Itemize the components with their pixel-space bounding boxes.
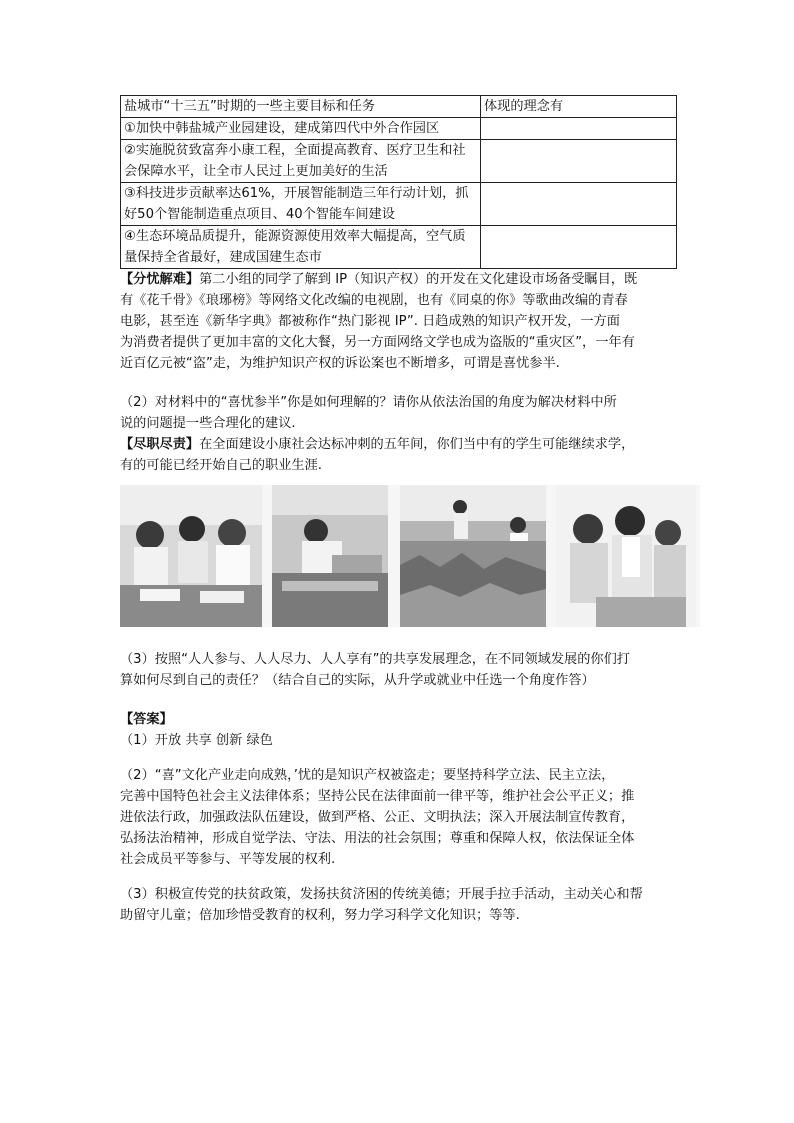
table-header-goals: 盐城市“十三五”时期的一些主要目标和任务 <box>121 96 481 118</box>
table-cell-answer-blank <box>481 183 677 226</box>
section-worry-line-2: 有《花千骨》《琅琊榜》等网络文化改编的电视剧，也有《同桌的你》等歌曲改编的青春 <box>120 293 628 308</box>
table-cell-goal: ①加快中韩盐城产业园建设，建成第四代中外合作园区 <box>121 118 481 140</box>
answer-heading: 【答案】 <box>120 712 173 727</box>
section-duty-heading: 【尽职尽责】 <box>120 437 200 452</box>
question-2 <box>120 392 676 434</box>
question-3 <box>120 649 676 691</box>
goals-table <box>120 95 677 269</box>
answer-2-line-1: （2）“喜”文化产业走向成熟，’忧的是知识产权被盗走；要坚持科学立法、民主立法， <box>120 768 615 783</box>
table-cell-goal: ④生态环境品质提升，能源资源使用效率大幅提高，空气质量保持全省最好，建成国建生态市 <box>121 226 481 269</box>
worker-at-bench-photo <box>272 485 388 627</box>
document-page <box>120 95 676 926</box>
table-row <box>121 226 677 269</box>
section-duty <box>120 434 676 476</box>
question-3-line-2: 算如何尽到自己的责任？（结合自己的实际，从升学或就业中任选一个角度作答） <box>120 673 595 688</box>
section-worry-line-1: 【分忧解难】第二小组的同学了解到 IP（知识产权）的开发在文化建设市场备受瞩目，既 <box>120 272 638 287</box>
table-row <box>121 140 677 183</box>
table-cell-goal: ②实施脱贫致富奔小康工程，全面提高教育、医疗卫生和社会保障水平，让全市人民过上更加美好的生活 <box>121 140 481 183</box>
table-cell-answer-blank <box>481 118 677 140</box>
table-header-row <box>121 96 677 118</box>
table-cell-goal: ③科技进步贡献率达61%，开展智能制造三年行动计划，抓好50个智能制造重点项目、40个智能车间建设 <box>121 183 481 226</box>
section-duty-line-1: 【尽职尽责】在全面建设小康社会达标冲刺的五年间，你们当中有的学生可能继续求学， <box>120 437 635 452</box>
question-2-line-1: （2）对材料中的“喜忧参半”你是如何理解的？请你从依法治国的角度为解决材料中所 <box>120 395 617 410</box>
section-worry-line-5: 近百亿元被“盗”走，为维护知识产权的诉讼案也不断增多，可谓是喜忧参半. <box>120 356 560 371</box>
answer-2-line-3: 进依法行政，加强政法队伍建设，做到严格、公正、文明执法；深入开展法制宣传教育， <box>120 810 635 825</box>
table-cell-answer-blank <box>481 226 677 269</box>
career-photo-strip <box>120 485 700 627</box>
answer-2-line-2: 完善中国特色社会主义法律体系；坚持公民在法律面前一律平等，维护社会公平正义；推 <box>120 789 635 804</box>
table-cell-answer-blank <box>481 140 677 183</box>
question-2-line-2: 说的问题提一些合理化的建议. <box>120 416 296 431</box>
office-colleagues-photo <box>556 485 696 627</box>
answer-2-line-4: 弘扬法治精神，形成自觉学法、守法、用法的社会氛围；尊重和保障人权，依法保证全体 <box>120 831 635 846</box>
answer-3-line-2: 助留守儿童；倍加珍惜受教育的权利，努力学习科学文化知识；等等. <box>120 908 520 923</box>
farmers-in-field-photo <box>400 485 546 627</box>
answer-section <box>120 709 676 926</box>
question-3-line-1: （3）按照“人人参与、人人尽力、人人享有”的共享发展理念，在不同领域发展的你们打 <box>120 652 630 667</box>
answer-1: （1）开放 共享 创新 绿色 <box>120 733 273 748</box>
section-worry-line-3: 电影，甚至连《新华字典》都被称作“热门影视 IP”. 日趋成熟的知识产权开发，一方面 <box>120 314 620 329</box>
students-studying-photo <box>120 485 262 627</box>
answer-3-line-1: （3）积极宣传党的扶贫政策，发扬扶贫济困的传统美德；开展手拉手活动，主动关心和帮 <box>120 887 643 902</box>
section-worry-heading: 【分忧解难】 <box>120 272 200 287</box>
section-worry-line-4: 为消费者提供了更加丰富的文化大餐，另一方面网络文学也成为盗版的“重灾区”，一年有 <box>120 335 635 350</box>
table-row <box>121 118 677 140</box>
table-header-concepts: 体现的理念有 <box>481 96 677 118</box>
answer-2-line-5: 社会成员平等参与、平等发展的权利. <box>120 852 336 867</box>
section-worry <box>120 269 676 374</box>
section-duty-line-2: 有的可能已经开始自己的职业生涯. <box>120 458 323 473</box>
table-row <box>121 183 677 226</box>
